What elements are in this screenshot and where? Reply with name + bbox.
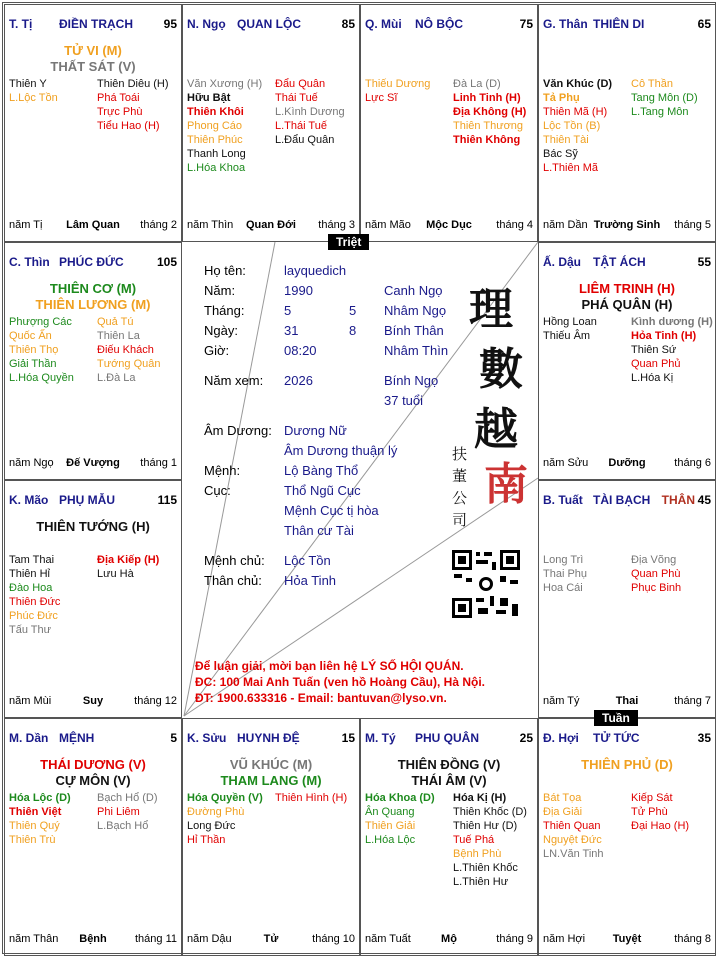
right-star-column [97, 553, 159, 581]
minor-star: Bác Sỹ [543, 148, 578, 160]
month-lunar: 5 [349, 303, 357, 318]
life-stage: Dưỡng [608, 457, 646, 469]
life-stage: Trường Sinh [593, 219, 661, 231]
palace-footer [9, 219, 177, 233]
palace-header [365, 17, 533, 33]
palace-score: 95 [163, 17, 177, 31]
palace-score: 45 [697, 493, 711, 507]
minor-star: Bát Tọa [543, 792, 582, 804]
life-stage: Mộ [441, 933, 457, 945]
minor-star: Thiên Quan [543, 820, 601, 832]
view-year-label: Năm xem: [204, 373, 264, 388]
tuan-marker: Tuần [594, 710, 638, 726]
palace-footer [187, 219, 355, 233]
palace-footer [9, 933, 177, 947]
palace-score: 5 [170, 731, 177, 745]
main-star: THIÊN PHỦ (D) [581, 757, 673, 772]
calligraphy-char-4: 南 [484, 459, 528, 510]
minor-star: Tam Thai [9, 554, 55, 566]
menh-label: Mệnh: [204, 463, 241, 478]
minor-star: Thiên Việt [9, 806, 62, 818]
palace-year: năm Ngọ [9, 457, 54, 469]
main-star: CỰ MÔN (V) [55, 773, 131, 788]
day-canchi: Bính Thân [384, 323, 444, 338]
palace-cell-thin[interactable] [4, 242, 182, 480]
palace-cell-hoi[interactable] [538, 718, 716, 956]
minor-star: Phá Toái [97, 92, 140, 104]
main-star: THÁI DƯƠNG (V) [40, 757, 146, 772]
left-star-column [187, 77, 262, 175]
palace-month: tháng 12 [134, 695, 177, 707]
palace-cell-suu[interactable] [182, 718, 360, 956]
thanchu-label: Thân chủ: [204, 573, 262, 588]
palace-footer [9, 695, 177, 709]
palace-cell-ti[interactable] [4, 4, 182, 242]
palace-month: tháng 3 [318, 219, 355, 231]
calligraphy-char-2: 數 [479, 344, 523, 395]
palace-header [543, 17, 711, 33]
minor-star: L.Hóa Kị [631, 372, 674, 384]
main-star: THIÊN CƠ (M) [49, 281, 137, 296]
minor-star: Quả Tú [97, 316, 134, 328]
minor-star: Thiếu Âm [543, 330, 591, 342]
minor-star: L.Đẩu Quân [275, 134, 335, 146]
palace-year: năm Tý [543, 695, 580, 707]
minor-star: Hóa Khoa (D) [365, 792, 435, 804]
cuc-label: Cục: [204, 483, 231, 498]
right-star-column [453, 77, 526, 147]
minor-star: Thiên Quý [9, 820, 60, 832]
right-star-column [631, 77, 698, 119]
minor-star: L.Tang Môn [631, 106, 689, 118]
palace-score: 65 [697, 17, 711, 31]
minor-star: L.Hóa Lộc [365, 834, 416, 846]
palace-cell-ngo[interactable] [182, 4, 360, 242]
palace-cell-tuat[interactable] [538, 480, 716, 718]
year-value: 1990 [284, 283, 313, 298]
main-star: THIÊN TƯỚNG (H) [36, 519, 150, 534]
palace-month: tháng 2 [140, 219, 177, 231]
left-star-column [543, 553, 587, 595]
minor-star: Phượng Các [9, 316, 72, 328]
palace-year: năm Tuất [365, 933, 411, 945]
minor-star: Thanh Long [187, 148, 246, 160]
minor-star: L.Thiên Mã [543, 162, 599, 174]
palace-header [543, 255, 711, 271]
minor-star: Thiên La [97, 330, 140, 342]
palace-cell-ty[interactable] [360, 718, 538, 956]
left-star-column [365, 791, 435, 847]
minor-star: Thiên Trù [9, 834, 56, 846]
minor-star: Đại Hao (H) [631, 820, 690, 832]
main-star: THIÊN ĐỒNG (V) [397, 757, 501, 772]
minor-star: Nguyệt Đức [543, 834, 602, 846]
minor-star: Phong Cáo [187, 120, 243, 132]
minor-star: Thiên Thương [453, 120, 524, 132]
yinyang-label: Âm Dương: [204, 423, 272, 438]
menhchu-value: Lộc Tồn [284, 553, 331, 568]
palace-branch: C. Thìn [9, 255, 50, 269]
right-star-column [453, 791, 527, 889]
minor-star: Địa Không (H) [453, 106, 527, 118]
minor-star: L.Lộc Tồn [9, 92, 58, 104]
minor-star: Tả Phụ [543, 92, 580, 104]
minor-star: L.Bạch Hổ [97, 820, 149, 832]
left-star-column [9, 791, 71, 847]
minor-star: Thai Phụ [543, 568, 588, 580]
right-star-column [275, 77, 345, 147]
palace-month: tháng 6 [674, 457, 711, 469]
palace-year: năm Mùi [9, 695, 52, 707]
minor-star: L.Hóa Quyền [9, 372, 74, 384]
palace-branch: M. Tý [365, 731, 396, 745]
left-star-column [543, 77, 612, 175]
view-year-value: 2026 [284, 373, 313, 388]
right-star-column [631, 791, 689, 833]
palace-footer [543, 457, 711, 471]
palace-header [187, 17, 355, 33]
hour-label: Giờ: [204, 343, 230, 358]
minor-star: L.Thái Tuế [275, 120, 327, 132]
life-stage: Thai [615, 695, 639, 707]
hour-value: 08:20 [284, 343, 317, 358]
minor-star: Hóa Kị (H) [453, 792, 507, 804]
minor-star: Đẩu Quân [275, 78, 326, 90]
minor-star: Tấu Thư [9, 624, 52, 636]
minor-star: Quan Phù [631, 568, 681, 580]
palace-footer [543, 219, 711, 233]
calligraphy-small-2: 董 [452, 467, 468, 485]
minor-star: Thiên Thọ [9, 344, 59, 356]
thanchu-value: Hỏa Tinh [284, 573, 337, 588]
minor-star: Phi Liêm [97, 806, 140, 818]
palace-month: tháng 8 [674, 933, 711, 945]
minor-star: Phúc Đức [9, 610, 58, 622]
palace-header [9, 731, 177, 747]
palace-year: năm Mão [365, 219, 411, 231]
minor-star: Trực Phù [97, 106, 143, 118]
center-panel [184, 243, 536, 715]
right-star-column [97, 315, 161, 385]
name-value: layquedich [284, 263, 347, 278]
palace-name: NÔ BỘC [415, 17, 463, 31]
cuc-value: Thổ Ngũ Cục [284, 483, 361, 498]
palace-month: tháng 9 [496, 933, 533, 945]
life-stage: Quan Đới [246, 219, 296, 231]
minor-star: Thiên Y [9, 78, 47, 90]
minor-star: Thiên Khốc (D) [453, 806, 527, 818]
right-star-column [275, 791, 347, 805]
palace-cell-dau[interactable] [538, 242, 716, 480]
main-star: THIÊN LƯƠNG (M) [35, 297, 151, 312]
main-star: THÁI ÂM (V) [411, 773, 487, 788]
palace-year: năm Tị [9, 219, 43, 231]
minor-star: Lộc Tồn (B) [543, 120, 601, 132]
palace-footer [187, 933, 355, 947]
palace-name: ĐIỀN TRẠCH [59, 17, 133, 31]
main-star: TỬ VI (M) [64, 43, 122, 58]
contact-line-3[interactable]: ĐT: 1900.633316 - Email: bantuvan@lyso.vn. [195, 691, 447, 705]
minor-star: Giải Thần [9, 358, 57, 370]
minor-star: Bạch Hổ (D) [97, 792, 158, 804]
month-solar: 5 [284, 303, 292, 318]
minor-star: Đà La (D) [453, 78, 501, 90]
palace-footer [9, 457, 177, 471]
yinyang-value: Dương Nữ [284, 423, 347, 438]
minor-star: L.Hóa Khoa [187, 162, 246, 174]
minor-star: Thiên Giải [365, 820, 416, 832]
life-stage: Đế Vượng [66, 457, 120, 469]
right-star-column [97, 77, 169, 133]
life-stage: Mộc Dục [426, 219, 472, 231]
life-stage: Lâm Quan [66, 219, 120, 231]
minor-star: Tiểu Hao (H) [97, 120, 160, 132]
minor-star: Thiên Đức [9, 596, 61, 608]
palace-branch: M. Dần [9, 731, 49, 745]
minor-star: Tang Môn (D) [631, 92, 698, 104]
minor-star: Văn Xương (H) [187, 78, 263, 90]
palace-footer [543, 933, 711, 947]
minor-star: Hóa Quyền (V) [187, 792, 263, 804]
main-star: PHÁ QUÂN (H) [581, 297, 673, 312]
palace-year: năm Thân [9, 933, 59, 945]
palace-header [543, 731, 711, 747]
palace-year: năm Dậu [187, 933, 232, 945]
calligraphy-char-1: 理 [469, 284, 513, 335]
palace-header [365, 731, 533, 747]
minor-star: Long Đức [187, 820, 236, 832]
palace-month: tháng 1 [140, 457, 177, 469]
palace-name: TÀI BẠCH [593, 493, 651, 507]
view-year-canchi: Bính Ngọ [384, 373, 439, 388]
contact-line-1: Để luận giải, mời bạn liên hệ LÝ SỐ HỘI QUÁN. [195, 659, 464, 673]
left-star-column [9, 315, 74, 385]
palace-header [9, 17, 177, 33]
year-label: Năm: [204, 283, 236, 298]
calligraphy-char-3: 越 [474, 404, 518, 455]
life-stage: Suy [82, 695, 104, 707]
palace-cell-mui[interactable] [360, 4, 538, 242]
minor-star: L.Đà La [97, 372, 136, 384]
palace-month: tháng 7 [674, 695, 711, 707]
minor-star: Hoa Cái [543, 582, 583, 594]
palace-year: năm Thìn [187, 219, 234, 231]
palace-branch: B. Tuất [543, 493, 583, 507]
palace-header [543, 493, 711, 509]
palace-score: 55 [697, 255, 711, 269]
palace-name: TỬ TỨC [593, 731, 640, 745]
minor-star: Thiên Phúc [187, 134, 243, 146]
palace-name: PHỤ MẪU [59, 493, 115, 507]
minor-star: Thiên Diêu (H) [97, 78, 169, 90]
palace-cell-mao[interactable] [4, 480, 182, 718]
main-star: VŨ KHÚC (M) [229, 757, 313, 772]
minor-star: L.Thiên Hư [453, 876, 509, 888]
minor-star: Linh Tinh (H) [453, 92, 521, 104]
minor-star: Kiếp Sát [631, 792, 673, 804]
palace-year: năm Dần [543, 219, 588, 231]
minor-star: Thiên Mã (H) [543, 106, 608, 118]
palace-month: tháng 4 [496, 219, 533, 231]
minor-star: Thiên Hỉ [9, 568, 50, 580]
minor-star: Ân Quang [365, 806, 415, 818]
left-star-column [543, 315, 597, 343]
palace-score: 115 [157, 493, 177, 507]
year-canchi: Canh Ngọ [384, 283, 443, 298]
left-star-column [9, 77, 58, 105]
left-star-column [365, 77, 430, 105]
minor-star: Hóa Lộc (D) [9, 792, 71, 804]
palace-branch: Ấ. Dậu [543, 255, 582, 269]
day-label: Ngày: [204, 323, 238, 338]
minor-star: Tử Phù [631, 806, 668, 818]
than-position: Thân cư Tài [284, 523, 354, 538]
palace-name: HUYNH ĐỆ [237, 731, 300, 745]
minor-star: Thiên Hình (H) [275, 792, 348, 804]
minor-star: Bệnh Phù [453, 848, 502, 860]
minor-star: Đào Hoa [9, 582, 53, 594]
minor-star: Thiên Hư (D) [453, 820, 518, 832]
left-star-column [543, 791, 604, 861]
day-lunar: 8 [349, 323, 357, 338]
minor-star: Văn Khúc (D) [543, 78, 613, 90]
day-solar: 31 [284, 323, 299, 338]
palace-name: THIÊN DI [593, 17, 645, 31]
palace-branch: K. Sửu [187, 731, 227, 745]
month-label: Tháng: [204, 303, 245, 318]
palace-header [187, 731, 355, 747]
palace-month: tháng 5 [674, 219, 711, 231]
minor-star: Hỏa Tinh (H) [631, 330, 697, 342]
minor-star: L.Kình Dương [275, 106, 345, 118]
palace-score: 105 [156, 255, 177, 269]
palace-score: 15 [341, 731, 355, 745]
minor-star: Tướng Quân [97, 358, 161, 370]
minor-star: Hồng Loan [543, 316, 597, 328]
main-star: LIÊM TRINH (H) [578, 281, 676, 296]
minor-star: Hữu Bật [187, 92, 231, 104]
palace-branch: G. Thân [543, 17, 588, 31]
minor-star: Điếu Khách [97, 344, 154, 356]
palace-header [9, 255, 177, 271]
palace-branch: Q. Mùi [365, 17, 402, 31]
palace-month: tháng 10 [312, 933, 355, 945]
minor-star: Địa Kiếp (H) [97, 554, 160, 566]
minor-star: Quan Phủ [631, 358, 681, 370]
yinyang-note: Âm Dương thuận lý [284, 443, 398, 458]
minor-star: Thái Tuế [275, 92, 318, 104]
palace-name: PHÚC ĐỨC [59, 255, 124, 269]
palace-score: 85 [341, 17, 355, 31]
minor-star: L.Thiên Khốc [453, 862, 518, 874]
triet-marker: Triệt [328, 234, 369, 250]
minor-star: Thiên Tài [543, 134, 589, 146]
minor-star: Đường Phù [187, 806, 245, 818]
palace-branch: Đ. Hợi [543, 731, 579, 745]
palace-branch: T. Tị [9, 17, 33, 31]
main-star: THẤT SÁT (V) [50, 59, 136, 74]
life-stage: Tuyệt [612, 933, 642, 945]
left-star-column [9, 553, 60, 637]
minor-star: Thiên Khôi [187, 106, 244, 118]
palace-score: 25 [519, 731, 533, 745]
minor-star: Hỉ Thần [187, 834, 226, 846]
minor-star: LN.Văn Tinh [543, 848, 604, 860]
palace-footer [543, 695, 711, 709]
than-palace-marker: THÂN [661, 493, 695, 507]
palace-score: 75 [519, 17, 533, 31]
cuc-relation: Mệnh Cục tị hòa [284, 503, 379, 518]
minor-star: Phục Binh [631, 582, 682, 594]
minor-star: Tuế Phá [453, 834, 495, 846]
life-stage: Tử [263, 933, 279, 945]
minor-star: Địa Võng [631, 554, 677, 566]
month-canchi: Nhâm Ngọ [384, 303, 447, 318]
qr-code-icon[interactable] [450, 548, 522, 620]
palace-name: PHU QUÂN [415, 731, 480, 745]
menh-value: Lộ Bàng Thổ [284, 463, 359, 478]
palace-month: tháng 11 [134, 933, 177, 945]
palace-footer [365, 219, 533, 233]
palace-year: năm Sửu [543, 457, 589, 469]
menhchu-label: Mệnh chủ: [204, 553, 265, 568]
palace-score: 35 [697, 731, 711, 745]
palace-year: năm Hợi [543, 933, 586, 945]
life-stage: Bệnh [79, 933, 107, 945]
minor-star: Lưu Hà [97, 568, 134, 580]
minor-star: Cô Thần [631, 78, 673, 90]
palace-branch: N. Ngọ [187, 17, 226, 31]
hour-canchi: Nhâm Thìn [384, 343, 449, 358]
calligraphy-small-1: 扶 [452, 445, 468, 463]
minor-star: Thiếu Dương [365, 78, 431, 90]
palace-name: MỆNH [59, 731, 95, 745]
minor-star: Thiên Không [453, 134, 521, 146]
palace-name: TẬT ÁCH [593, 255, 646, 269]
palace-cell-dan[interactable] [4, 718, 182, 956]
minor-star: Quốc Ấn [9, 330, 52, 342]
main-star: THAM LANG (M) [220, 773, 322, 788]
palace-name: QUAN LỘC [237, 17, 301, 31]
contact-line-2: ĐC: 100 Mai Anh Tuấn (ven hồ Hoàng Cầu), Hà Nội. [195, 675, 486, 689]
age-value: 37 tuổi [384, 393, 424, 408]
right-star-column [631, 315, 713, 385]
minor-star: Kình dương (H) [631, 316, 713, 328]
calligraphy-small-4: 司 [452, 511, 468, 529]
palace-footer [365, 933, 533, 947]
palace-header [9, 493, 177, 509]
palace-cell-than[interactable] [538, 4, 716, 242]
minor-star: Thiên Sứ [631, 344, 677, 356]
calligraphy-small-3: 公 [452, 489, 468, 507]
minor-star: Địa Giải [543, 806, 583, 818]
left-star-column [187, 791, 263, 847]
right-star-column [631, 553, 681, 595]
minor-star: Lực Sĩ [365, 92, 398, 104]
name-label: Họ tên: [204, 263, 246, 278]
palace-branch: K. Mão [9, 493, 49, 507]
minor-star: Long Trì [543, 554, 584, 566]
right-star-column [97, 791, 158, 833]
